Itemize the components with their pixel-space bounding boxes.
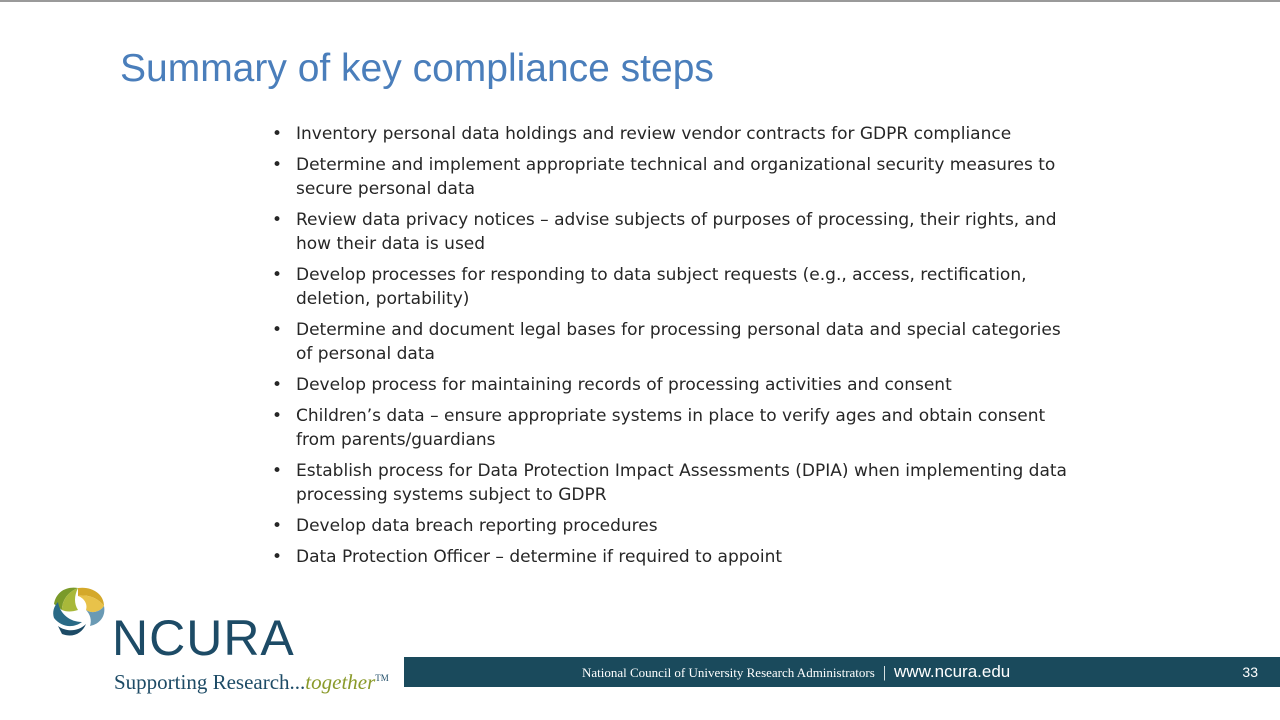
bullet-text: Develop processes for responding to data subject requests (e.g., access, rectification, deletion, portability) bbox=[296, 265, 1027, 309]
bullet-icon: • bbox=[272, 124, 283, 144]
top-divider bbox=[0, 0, 1280, 2]
footer-bar bbox=[404, 657, 1280, 687]
bullet-text: Data Protection Officer – determine if required to appoint bbox=[296, 547, 783, 567]
bullet-icon: • bbox=[272, 265, 283, 285]
bullet-icon: • bbox=[272, 320, 283, 340]
footer-url-link[interactable]: www.ncura.edu bbox=[894, 662, 1011, 681]
bullet-item bbox=[272, 514, 1072, 538]
tagline-accent: together bbox=[305, 670, 376, 694]
bullet-item bbox=[272, 263, 1072, 311]
bullet-item bbox=[272, 208, 1072, 256]
bullet-item bbox=[272, 459, 1072, 507]
bullet-item bbox=[272, 404, 1072, 452]
bullet-text: Determine and document legal bases for processing personal data and special categories of personal data bbox=[296, 320, 1061, 364]
tagline-main: Supporting Research... bbox=[114, 670, 306, 694]
bullet-icon: • bbox=[272, 155, 283, 175]
logo-wordmark: NCURA bbox=[112, 610, 295, 666]
bullet-text: Determine and implement appropriate technical and organizational security measures to secure personal data bbox=[296, 155, 1056, 199]
bullet-item bbox=[272, 122, 1072, 146]
ncura-swirl-logo-icon bbox=[48, 582, 110, 644]
bullet-icon: • bbox=[272, 461, 283, 481]
bullet-item bbox=[272, 318, 1072, 366]
bullet-item bbox=[272, 153, 1072, 201]
logo-tagline bbox=[114, 666, 389, 694]
bullet-item bbox=[272, 373, 1072, 397]
bullet-list bbox=[272, 122, 1072, 576]
bullet-text: Develop process for maintaining records of processing activities and consent bbox=[296, 375, 952, 395]
ncura-logo bbox=[48, 582, 408, 694]
page-number: 33 bbox=[1242, 664, 1258, 680]
footer-separator: | bbox=[882, 664, 887, 681]
bullet-text: Children’s data – ensure appropriate systems in place to verify ages and obtain consent from parents/guardians bbox=[296, 406, 1046, 450]
bullet-icon: • bbox=[272, 406, 283, 426]
bullet-icon: • bbox=[272, 516, 283, 536]
footer-text bbox=[582, 657, 1010, 688]
bullet-icon: • bbox=[272, 210, 283, 230]
bullet-text: Inventory personal data holdings and review vendor contracts for GDPR compliance bbox=[296, 124, 1012, 144]
bullet-item bbox=[272, 545, 1072, 569]
bullet-icon: • bbox=[272, 375, 283, 395]
slide-title: Summary of key compliance steps bbox=[120, 47, 714, 90]
bullet-text: Develop data breach reporting procedures bbox=[296, 516, 658, 536]
footer-organization: National Council of University Research Administrators bbox=[582, 665, 875, 680]
bullet-text: Review data privacy notices – advise subjects of purposes of processing, their rights, and how their data is used bbox=[296, 210, 1057, 254]
bullet-text: Establish process for Data Protection Impact Assessments (DPIA) when implementing data processing systems subject to GDPR bbox=[296, 461, 1067, 505]
trademark-mark: TM bbox=[375, 673, 389, 683]
bullet-icon: • bbox=[272, 547, 283, 567]
